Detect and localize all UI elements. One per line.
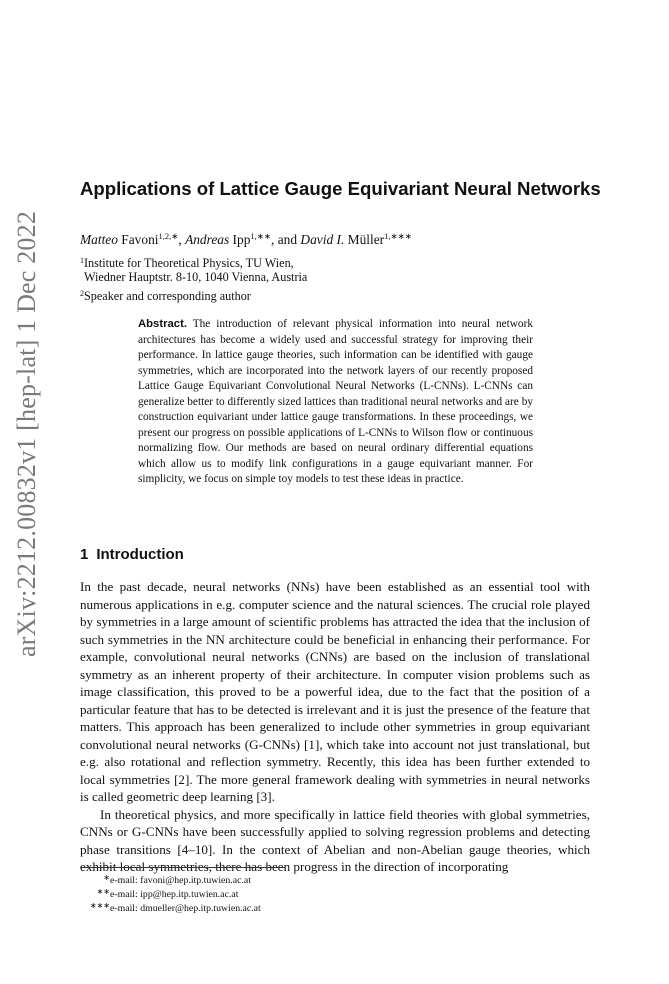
footnote-mark: ∗ [103, 873, 110, 882]
footnote-email: e-mail: ipp@hep.itp.tuwien.ac.at [110, 889, 239, 900]
arxiv-identifier: arXiv:2212.00832v1 [hep-lat] 1 Dec 2022 [12, 210, 41, 658]
section-title: Introduction [96, 546, 184, 563]
author-separator: , [178, 232, 186, 247]
author-1-surname: Favoni [117, 232, 159, 247]
author-3-surname: Müller [344, 232, 385, 247]
affiliation-2-text: Speaker and corresponding author [84, 289, 251, 303]
footnote [80, 901, 320, 914]
author-separator: , and [271, 232, 301, 247]
paragraph: In theoretical physics, and more specifically in lattice field theories with global symmetries, CNNs or G-CNNs have been successfully applied to solving regression problems and detecting phase transitions [4–10]. In the context of Abelian and non-Abelian gauge theories, which exhibit local symmetries, there has been progress in the direction of incorporating [80, 806, 590, 874]
affiliation-1-address: Wiedner Hauptstr. 8-10, 1040 Vienna, Austria [84, 270, 308, 284]
affiliation-1-mark: 1 [80, 256, 84, 265]
author-3-given-name: David I. [300, 232, 345, 247]
author-2-surname: Ipp [229, 232, 251, 247]
author-1-given-name: Matteo [80, 232, 118, 247]
introduction-body [80, 578, 590, 876]
affiliation-2-mark: 2 [80, 289, 84, 298]
author-2-affiliation-mark: 1,∗∗ [250, 231, 272, 241]
footnote-mark: ∗∗∗ [89, 901, 110, 910]
footnote-rule [80, 867, 285, 868]
abstract-label: Abstract. [138, 318, 187, 330]
section-number: 1 [80, 546, 89, 563]
abstract [138, 317, 533, 488]
footnote [80, 887, 320, 900]
affiliation-2 [80, 286, 251, 304]
abstract-text: The introduction of relevant physical information into neural network architectures has become a widely used and successful strategy for improving their performance. In lattice gauge theories, such information can be identified with gauge symmetries, which are incorporated into the network layers of our recently proposed Lattice Gauge Equivariant Convolutional Neural Networks (L-CNNs). L-CNNs can generalize better to differently sized lattices than traditional neural networks and are by construction equivariant under lattice gauge transformations. In these proceedings, we present our progress on possible applications of L-CNNs to Wilson flow or continuous normalizing flow. Our methods are based on neural ordinary differential equations which allow us to modify link configurations in a gauge equivariant manner. For simplicity, we focus on simple toy models to test these ideas in practice. [138, 318, 533, 486]
footnote [80, 873, 320, 886]
author-1-affiliation-mark: 1,2,∗ [158, 231, 179, 241]
affiliation-1-line-1: Institute for Theoretical Physics, TU Wien, [84, 256, 294, 270]
section-heading-introduction [80, 546, 184, 563]
paragraph: In the past decade, neural networks (NNs) have been established as an essential tool with numerous applications in e.g. computer science and the natural sciences. The crucial role played by symmetries in a large amount of scientific problems has attracted the idea that the inclusion of such symmetries in the NN architecture could be beneficial in enhancing their performance. For example, convolutional neural networks (CNNs) are based on the inclusion of translational symmetry as an inherent property of their architecture. In computer vision problems such as image classification, this proved to be a powerful idea, due to the fact that the position of a particular feature that has to be detected is irrelevant and it is just the presence of the feature that matters. This approach has been generalized to include other symmetries in group equivariant convolutional neural networks (G-CNNs) [1], which take into account not just translational, but e.g. also rotational and reflection symmetry. Recently, this idea has been further extended to local symmetries [2]. The more general framework dealing with symmetries in neural networks is called geometric deep learning [3]. [80, 579, 590, 804]
arxiv-margin-stamp [2, 184, 52, 684]
author-list [80, 231, 412, 248]
author-3-affiliation-mark: 1,∗∗∗ [384, 231, 412, 241]
footnote-email: e-mail: favoni@hep.itp.tuwien.ac.at [110, 875, 251, 886]
footnote-mark: ∗∗ [96, 887, 110, 896]
paper-title: Applications of Lattice Gauge Equivariant Neural Networks [80, 178, 601, 199]
author-2-given-name: Andreas [185, 232, 230, 247]
footnote-email: e-mail: dmueller@hep.itp.tuwien.ac.at [110, 903, 261, 914]
